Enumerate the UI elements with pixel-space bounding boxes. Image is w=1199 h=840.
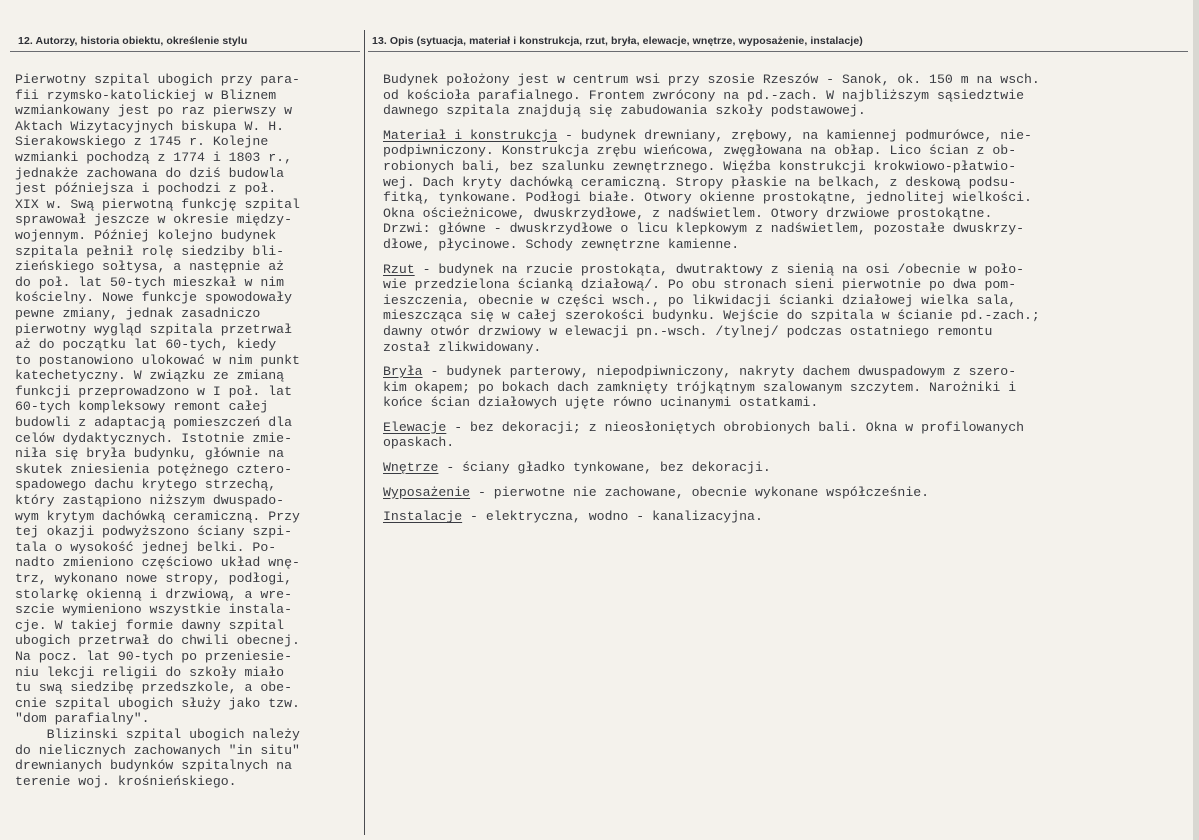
furnishing-label: Wyposażenie bbox=[383, 484, 471, 500]
header-rule-left bbox=[10, 51, 360, 52]
material-paragraph bbox=[383, 128, 1193, 253]
location-paragraph bbox=[383, 72, 1193, 119]
section-12-header: 12. Autorzy, historia obiektu, określenie stylu bbox=[18, 35, 248, 47]
elevations-text: - bez dekoracji; z nieosłoniętych obrobionych bali. Okna w profilowanych opaskach. bbox=[383, 419, 1025, 451]
card-edge bbox=[1193, 0, 1199, 840]
location-text: Budynek położony jest w centrum wsi przy szosie Rzeszów - Sanok, ok. 150 m na wsch. od kościoła parafialnego. Frontem zwrócony na pd.-zach. W najbliższym sąsiedztwie dawnego szpitala znajdują się zabudowania szkoły podstawowej. bbox=[383, 72, 1040, 119]
material-text: - budynek drewniany, zrębowy, na kamiennej podmurówce, nie- podpiwniczony. Konstrukcja zrębu wieńcowa, zwęgłowana na obłap. Lico ścian z ob- robionych bali, bez szalunku zewnętrznego. Więźba konstrukcji krokwiowo-płatwio- wej. Dach kryty dachówką ceramiczną. Stropy płaskie na belkach, z deskową podsu- fitką, tynkowane. Podłogi białe. Otwory okienne prostokątne, jednolitej wielkości. Okna ościeżnicowe, dwuskrzydłowe, z nadświetlem. Otwory drzwiowe prostokątne. Drzwi: główne - dwuskrzydłowe o licu klepkowym z nadświetlem, pozostałe dwuskrzy- dłowe, płycinowe. Schody zewnętrzne kamienne. bbox=[383, 127, 1032, 252]
interior-label: Wnętrze bbox=[383, 460, 439, 476]
material-label: Materiał i konstrukcja bbox=[383, 127, 558, 143]
interior-paragraph bbox=[383, 460, 1193, 476]
plan-text: - budynek na rzucie prostokąta, dwutraktowy z sienią na osi /obecnie w poło- wie przedzielona ścianką działową/. Po obu stronach sieni pierwotnie po dwa pom- ieszczenia, obecnie w części wsch., po likwidacji ścianki działowej wielka sala, mieszcząca się w całej szerokości budynku. Wejście do szpitala w ścianie pd.-zach.; dawny otwór drzwiowy w elewacji pn.-wsch. /tylnej/ podczas ostatniego remontu został zlikwidowany. bbox=[383, 261, 1040, 355]
furnishing-paragraph bbox=[383, 485, 1193, 501]
elevations-label: Elewacje bbox=[383, 419, 447, 435]
form-paragraph bbox=[383, 364, 1193, 411]
installations-label: Instalacje bbox=[383, 509, 463, 525]
header-rule-right bbox=[368, 51, 1188, 52]
column-divider bbox=[364, 30, 365, 835]
description-column bbox=[383, 72, 1193, 525]
plan-label: Rzut bbox=[383, 261, 415, 277]
form-text: - budynek parterowy, niepodpiwniczony, nakryty dachem dwuspadowym z szero- kim okapem; po bokach dach zamknięty trójkątnym szalowanym szczytem. Narożniki i końce ścian działowych ujęte równo ucinanymi ostatkami. bbox=[383, 364, 1017, 411]
interior-text: - ściany gładko tynkowane, bez dekoracji. bbox=[438, 460, 771, 476]
installations-text: - elektryczna, wodno - kanalizacyjna. bbox=[462, 509, 763, 525]
section-13-header: 13. Opis (sytuacja, materiał i konstrukcja, rzut, bryła, elewacje, wnętrze, wyposażenie, instalacje) bbox=[372, 35, 863, 47]
history-text: Pierwotny szpital ubogich przy para- fii rzymsko-katolickiej w Bliznem wzmiankowany jest po raz pierwszy w Aktach Wizytacyjnych biskupa W. H. Sierakowskiego z 1745 r. Kolejne wzmianki pochodzą z 1774 i 1803 r., jednakże zachowana do dziś budowla jest późniejsza i pochodzi z poł. XIX w. Swą pierwotną funkcję szpital sprawował jeszcze w okresie między- wojennym. Później kolejno budynek szpitala pełnił rolę siedziby bli- zieńskiego sołtysa, a następnie aż do poł. lat 50-tych mieszkał w nim kościelny. Nowe funkcje spowodowały pewne zmiany, jednak zasadniczo pierwotny wygląd szpitala przetrwał aż do początku lat 60-tych, kiedy to postanowiono ulokować w nim punkt katechetyczny. W związku ze zmianą funkcji przeprowadzono w I poł. lat 60-tych kompleksowy remont całej budowli z adaptacją pomieszczeń dla celów dydaktycznych. Istotnie zmie- niła się bryła budynku, głównie na skutek zniesienia potężnego cztero- spadowego dachu krytego strzechą, który zastąpiono niższym dwuspado- wym krytym dachówką ceramiczną. Przy tej okazji podwyższono ściany szpi- tala o wysokość jednej belki. Po- nadto zmieniono częściowo układ wnę- trz, wykonano nowe stropy, podłogi, stolarkę okienną i drzwiową, a wre- szcie wymieniono wszystkie instala- cje. W takiej formie dawny szpital ubogich przetrwał do chwili obecnej. Na pocz. lat 90-tych po przeniesie- niu lekcji religii do szkoły miało tu swą siedzibę przedszkole, a obe- cnie szpital ubogich służy jako tzw. "dom parafialny". Blizinski szpital ubogich należy do nielicznych zachowanych "in situ" drewnianych budynków szpitalnych na terenie woj. krośnieńskiego. bbox=[15, 72, 300, 789]
form-label: Bryła bbox=[383, 364, 423, 380]
installations-paragraph bbox=[383, 509, 1193, 525]
plan-paragraph bbox=[383, 262, 1193, 356]
elevations-paragraph bbox=[383, 420, 1193, 451]
furnishing-text: - pierwotne nie zachowane, obecnie wykonane współcześnie. bbox=[470, 484, 930, 500]
